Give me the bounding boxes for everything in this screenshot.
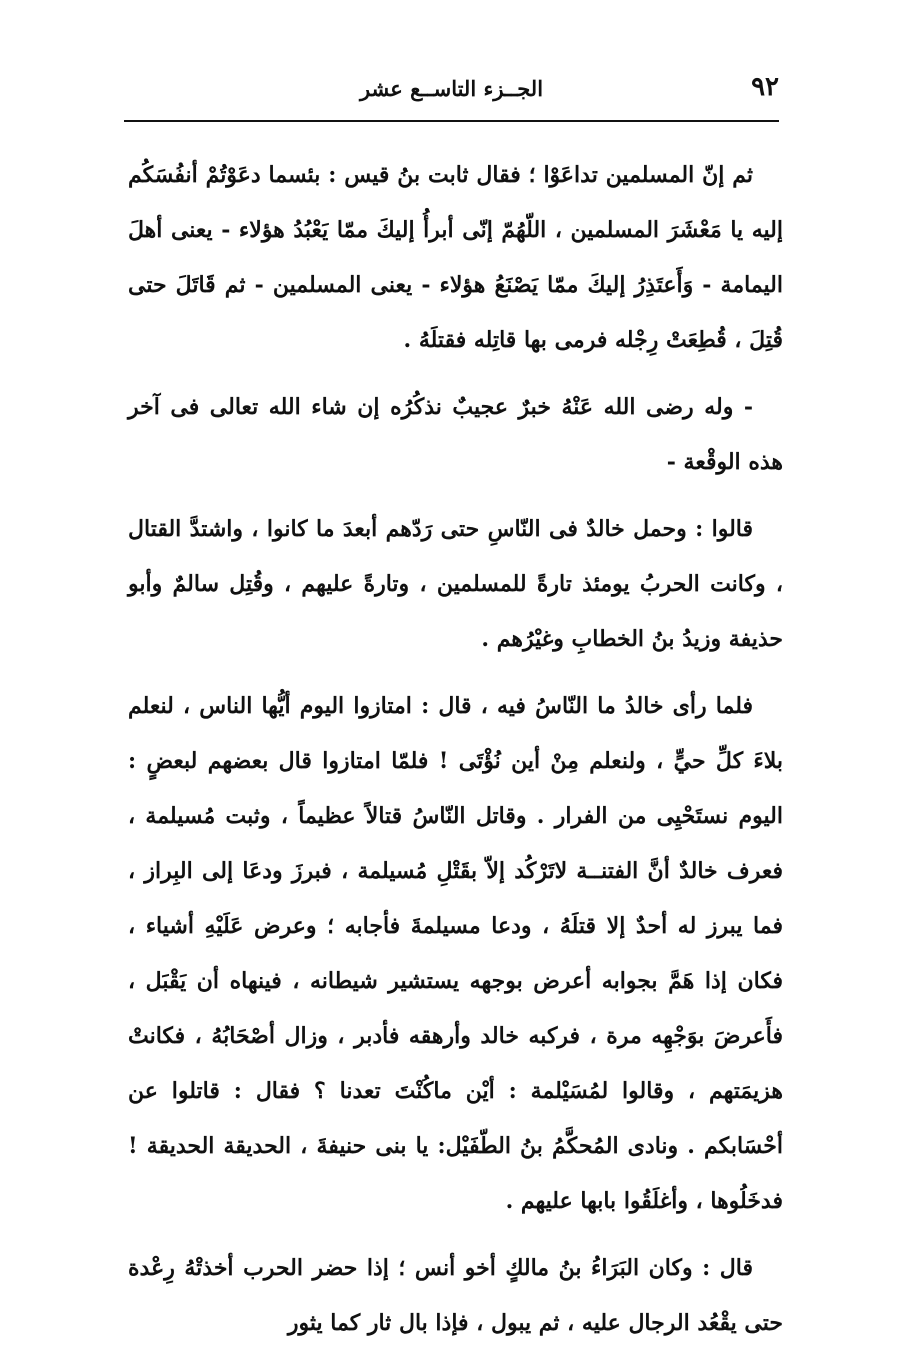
paragraph: - وله رضى الله عَنْهُ خبرٌ عجيبٌ نذكُرُه إن شاء الله تعالى فى آخر هذه الوقْعة -	[128, 394, 783, 475]
body-text	[128, 148, 783, 1363]
paragraph: ثم إنّ المسلمين تداعَوْا ؛ فقال ثابت بنُ قيس : بئسما دعَوْتُمْ أنفُسَكُم إليه يا مَعْشَرَ المسلمين ، اللّهُمّ إنّى أبرأُ إليكَ ممّا يَعْبُدُ هؤلاء - يعنى أهلَ اليمامة - وَأَعتَذِرُ إليكَ ممّا يَصْنَعُ هؤلاء - يعنى المسلمين - ثم قَاتَلَ حتى قُتِلَ ، قُطِعَتْ رِجْله فرمى بها قاتِله فقتلَهُ .	[128, 162, 783, 353]
paragraph: قالوا : وحمل خالدٌ فى النّاسِ حتى رَدّهم أبعدَ ما كانوا ، واشتدَّ القتال ، وكانت الحربُ يومئذ تارةً للمسلمين ، وتارةً عليهم ، وقُتِل سالمٌ وأبو حذيفة وزيدُ بنُ الخطابِ وغيْرُهم .	[128, 516, 783, 652]
page-header	[124, 58, 779, 122]
paragraph: فلما رأى خالدُ ما النّاسُ فيه ، قال : امتازوا اليوم أيُّها الناس ، لنعلم بلاءَ كلِّ حيٍّ ، ولنعلم مِنْ أين نُؤْتَى ! فلمّا امتازوا قال بعضهم لبعضٍ : اليوم نستَحْيِى من الفرار . وقاتل النّاسُ قتالاً عظيماً ، وثبت مُسيلمة ، فعرف خالدٌ أنَّ الفتنــة لاتَرْكُد إلاّ بقَتْلِ مُسيلمة ، فبرزَ ودعَا إلى البِراز ، فما يبرز له أحدٌ إلا قتلَهُ ، ودعا مسيلمةَ فأجابه ؛ وعرض عَلَيْهِ أشياء ، فكان إذا هَمَّ بجوابه أعرض بوجهه يستشير شيطانه ، فينهاه أن يَقْبَل ، فأَعرضَ بوَجْهِه مرة ، فركبه خالد وأرهقه فأدبر ، وزال أصْحَابُهُ ، فكانتْ هزيمَتهم ، وقالوا لمُسَيْلمة : أيْن ماكُنْتَ تعدنا ؟ فقال : قاتلوا عن أحْسَابكم . ونادى المُحكَّمُ بنُ الطّفَيْل: يا بنى حنيفةَ ، الحديقة الحديقة ! فدخَلُوها ، وأغلَقُوا بابها عليهم .	[128, 693, 783, 1214]
running-title: الجــزء التاســع عشر	[359, 76, 544, 101]
paragraph: قال : وكان البَرَاءُ بنُ مالكٍ أخو أنس ؛ إذا حضر الحرب أخذتْهُ رِعْدة حتى يقْعُد الرجال عليه ، ثم يبول ، فإذا بال ثار كما يثور	[128, 1255, 783, 1336]
header-rule	[124, 120, 779, 122]
page-number: ٩٢	[751, 72, 779, 102]
